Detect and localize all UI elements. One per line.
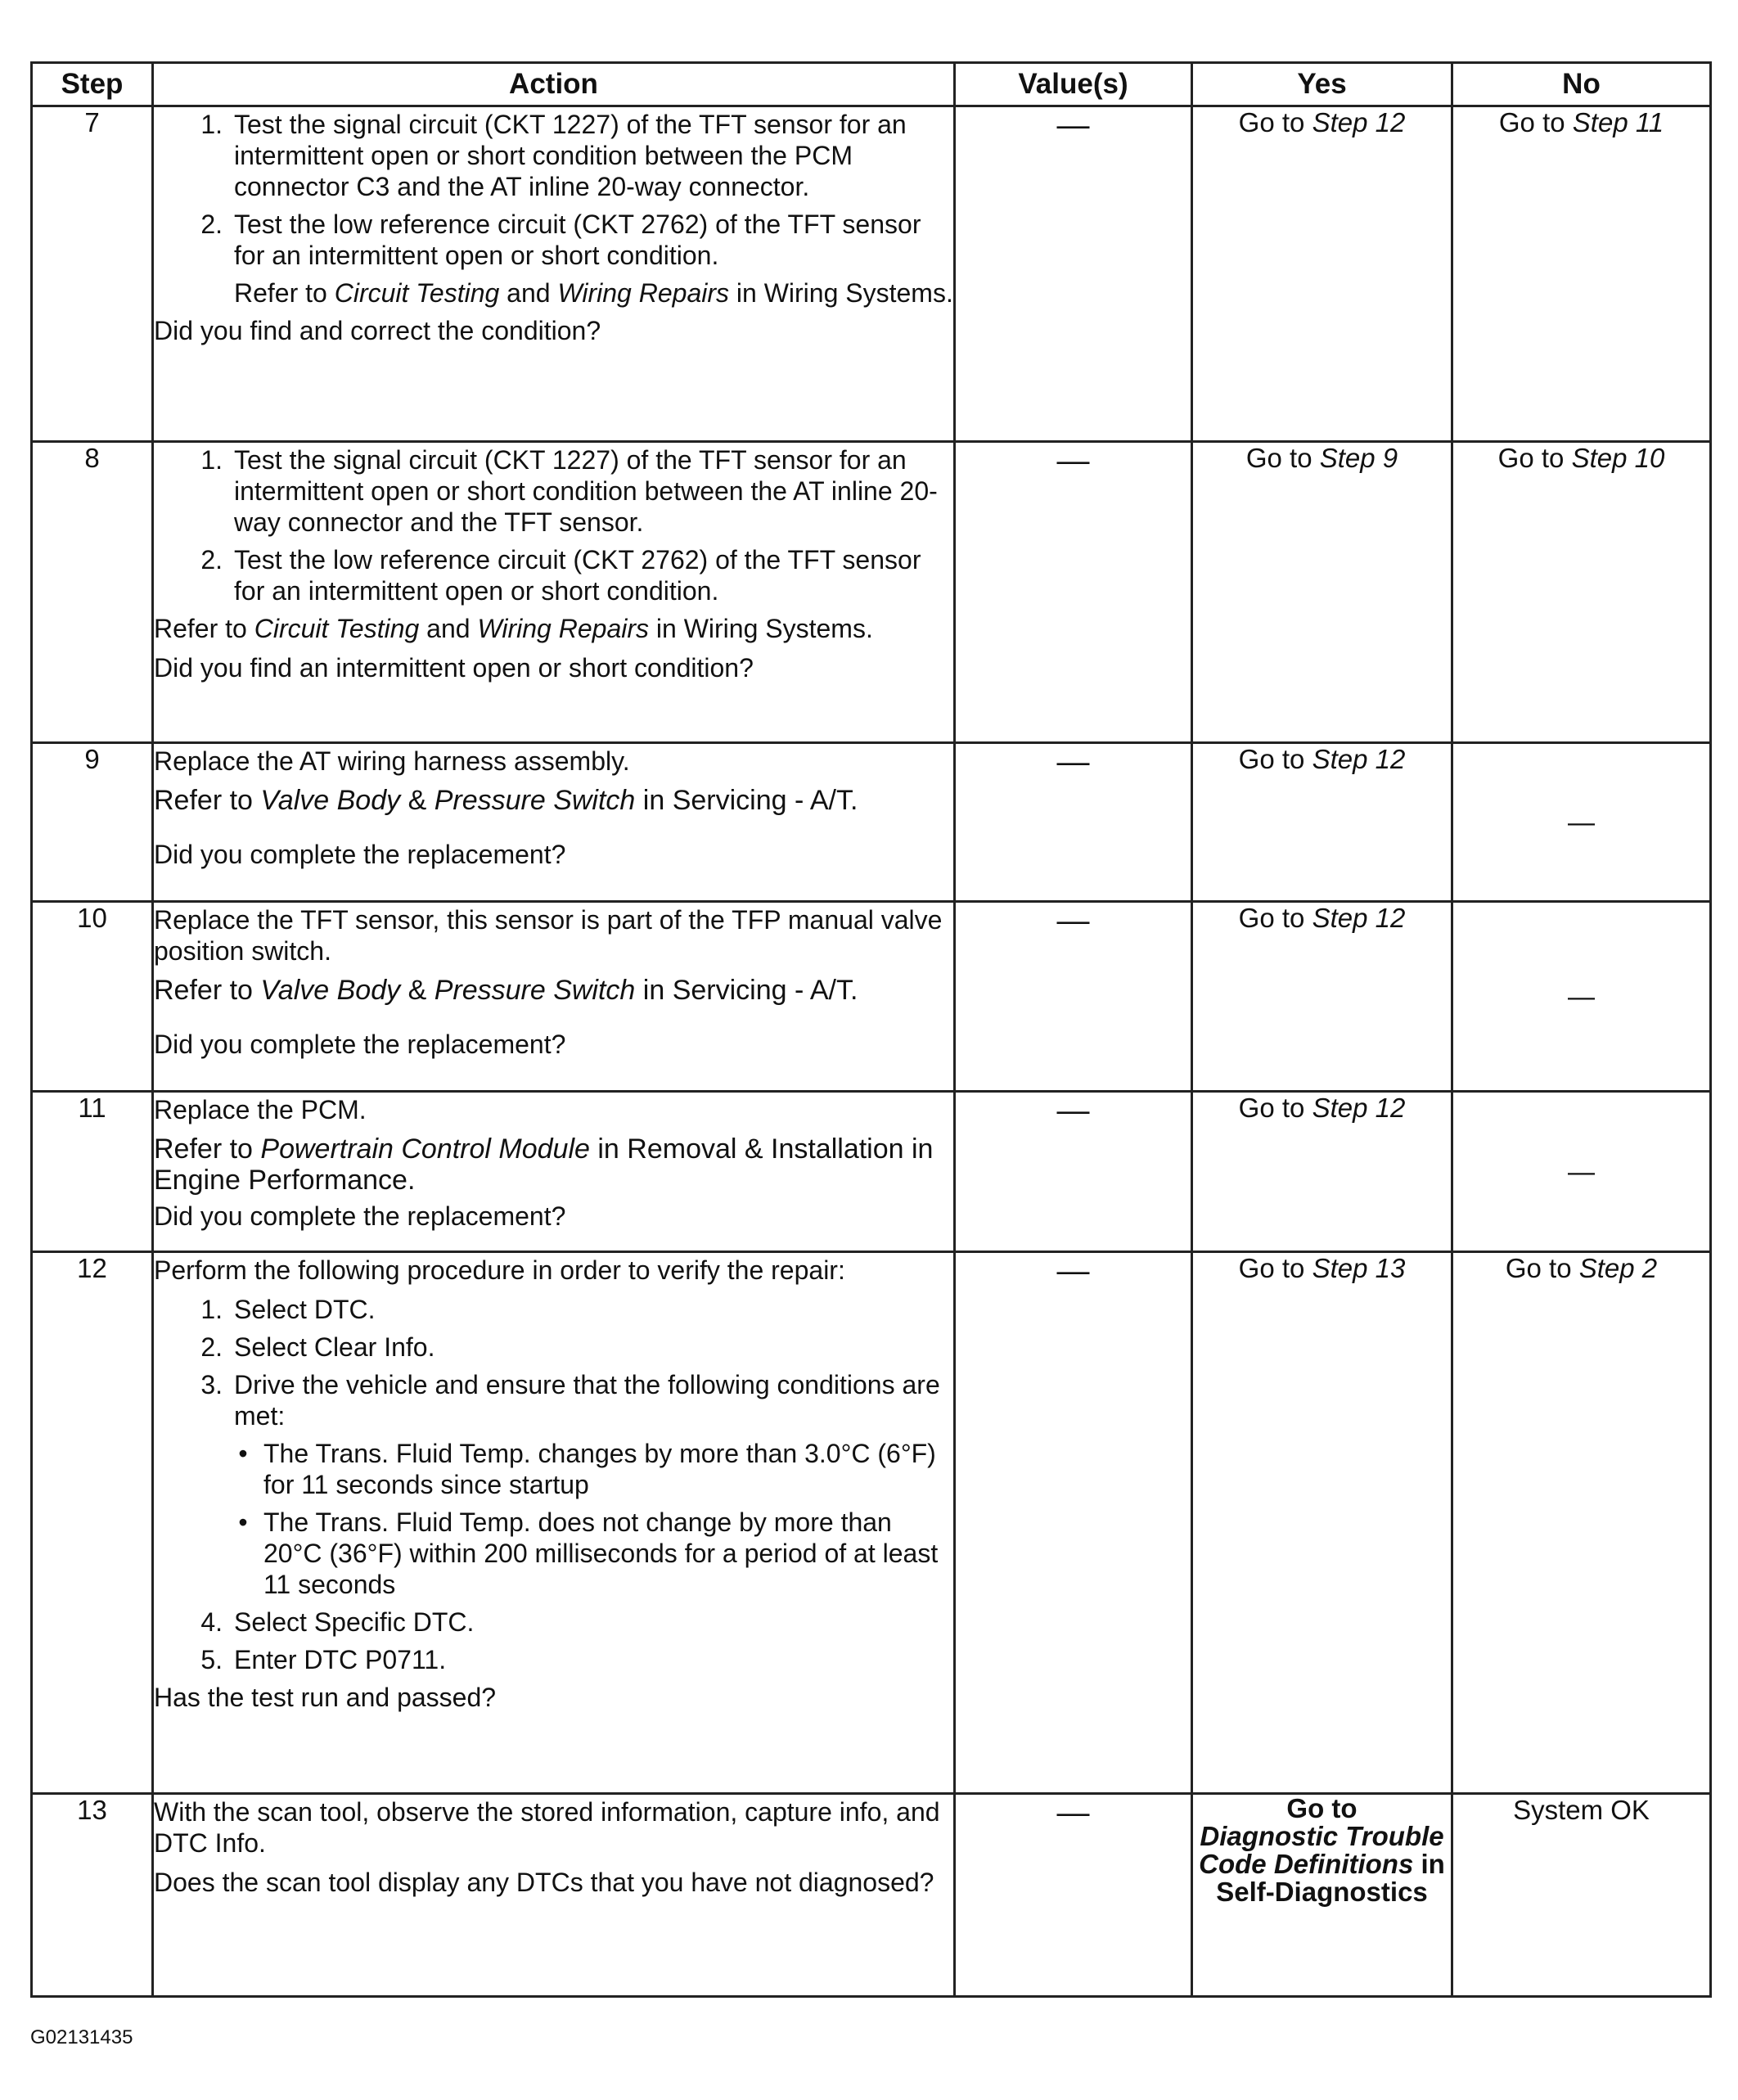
refer-text: Refer to Valve Body & Pressure Switch in Servicing - A/T. [154,975,858,1006]
yes-cell: Go to Step 13 [1192,1252,1452,1794]
value-cell: — [955,1794,1192,1997]
yes-cell: Go to Step 12 [1192,106,1452,442]
table-row [32,1252,1711,1794]
refer-text: Refer to Powertrain Control Module in Removal & Installation in Engine Performance. [154,1133,934,1196]
no-cell: Go to Step 2 [1452,1252,1711,1794]
header-yes: Yes [1192,63,1452,106]
header-action: Action [153,63,955,106]
table-row [32,106,1711,442]
action-cell [153,1794,955,1997]
question-text: Did you complete the replacement? [154,840,566,869]
list-item: 1. Test the signal circuit (CKT 1227) of the TFT sensor for an intermittent open or short condition between the PCM connector C3 and the AT inline 20-way connector. [200,110,907,201]
lead-text: Replace the PCM. [154,1095,367,1124]
list-item: 1. Select DTC. [200,1295,376,1324]
header-no: No [1452,63,1711,106]
yes-cell: Go to Step 9 [1192,442,1452,743]
list-item: 5. Enter DTC P0711. [200,1645,447,1674]
yes-cell: Go to Diagnostic Trouble Code Definitions in Self-Diagnostics [1192,1794,1452,1997]
value-cell: — [955,902,1192,1092]
action-cell [153,902,955,1092]
no-cell: — [1452,743,1711,902]
value-cell: — [955,442,1192,743]
yes-cell: Go to Step 12 [1192,743,1452,902]
yes-cell: Go to Step 12 [1192,902,1452,1092]
action-cell [153,1092,955,1252]
bullet-item: • The Trans. Fluid Temp. does not change by more than 20°C (36°F) within 200 milliseconds for a period of at least 11 seconds [238,1507,939,1599]
question-text: Did you complete the replacement? [154,1201,566,1231]
action-cell [153,442,955,743]
question-text: Did you complete the replacement? [154,1030,566,1059]
no-cell: — [1452,1092,1711,1252]
table-row [32,1092,1711,1252]
value-cell: — [955,1252,1192,1794]
table-row [32,902,1711,1092]
table-row [32,442,1711,743]
question-text: Did you find and correct the condition? [154,316,601,345]
step-number: 13 [32,1794,153,1997]
value-cell: — [955,743,1192,902]
header-row [32,63,1711,106]
lead-text: Replace the TFT sensor, this sensor is part of the TFP manual valve position switch. [154,905,943,966]
no-cell: Go to Step 11 [1452,106,1711,442]
lead-text: With the scan tool, observe the stored information, capture info, and DTC Info. [154,1797,940,1858]
no-cell: — [1452,902,1711,1092]
question-text: Has the test run and passed? [154,1683,497,1712]
bullet-item: • The Trans. Fluid Temp. changes by more than 3.0°C (6°F) for 11 seconds since startup [238,1439,936,1499]
step-number: 8 [32,442,153,743]
no-cell: System OK [1452,1794,1711,1997]
no-cell: Go to Step 10 [1452,442,1711,743]
diagnostic-table [30,61,1712,1998]
header-values: Value(s) [955,63,1192,106]
question-text: Did you find an intermittent open or short condition? [154,653,754,683]
list-item: 2. Select Clear Info. [200,1332,435,1362]
step-number: 10 [32,902,153,1092]
header-step: Step [32,63,153,106]
refer-text: Refer to Circuit Testing and Wiring Repairs in Wiring Systems. [154,614,873,643]
list-item: 2. Test the low reference circuit (CKT 2762) of the TFT sensor for an intermittent open or short condition. [200,545,921,606]
step-number: 11 [32,1092,153,1252]
list-item: 3. Drive the vehicle and ensure that the following conditions are met: [200,1370,940,1431]
table-row [32,1794,1711,1997]
list-item: 2. Test the low reference circuit (CKT 2762) of the TFT sensor for an intermittent open or short condition. [200,210,921,270]
action-cell [153,106,955,442]
value-cell: — [955,106,1192,442]
list-item: 4. Select Specific DTC. [200,1607,475,1637]
yes-cell: Go to Step 12 [1192,1092,1452,1252]
action-cell [153,743,955,902]
lead-text: Perform the following procedure in order to verify the repair: [154,1255,845,1285]
value-cell: — [955,1092,1192,1252]
refer-text: Refer to Circuit Testing and Wiring Repairs in Wiring Systems. [234,278,953,308]
step-number: 9 [32,743,153,902]
refer-text: Refer to Valve Body & Pressure Switch in Servicing - A/T. [154,785,858,816]
step-number: 7 [32,106,153,442]
table-row [32,743,1711,902]
step-number: 12 [32,1252,153,1794]
action-cell [153,1252,955,1794]
figure-id: G02131435 [30,2026,133,2048]
list-item: 1. Test the signal circuit (CKT 1227) of the TFT sensor for an intermittent open or short condition between the AT inline 20-way connector and the TFT sensor. [200,445,938,537]
lead-text: Replace the AT wiring harness assembly. [154,746,630,776]
question-text: Does the scan tool display any DTCs that you have not diagnosed? [154,1868,934,1897]
